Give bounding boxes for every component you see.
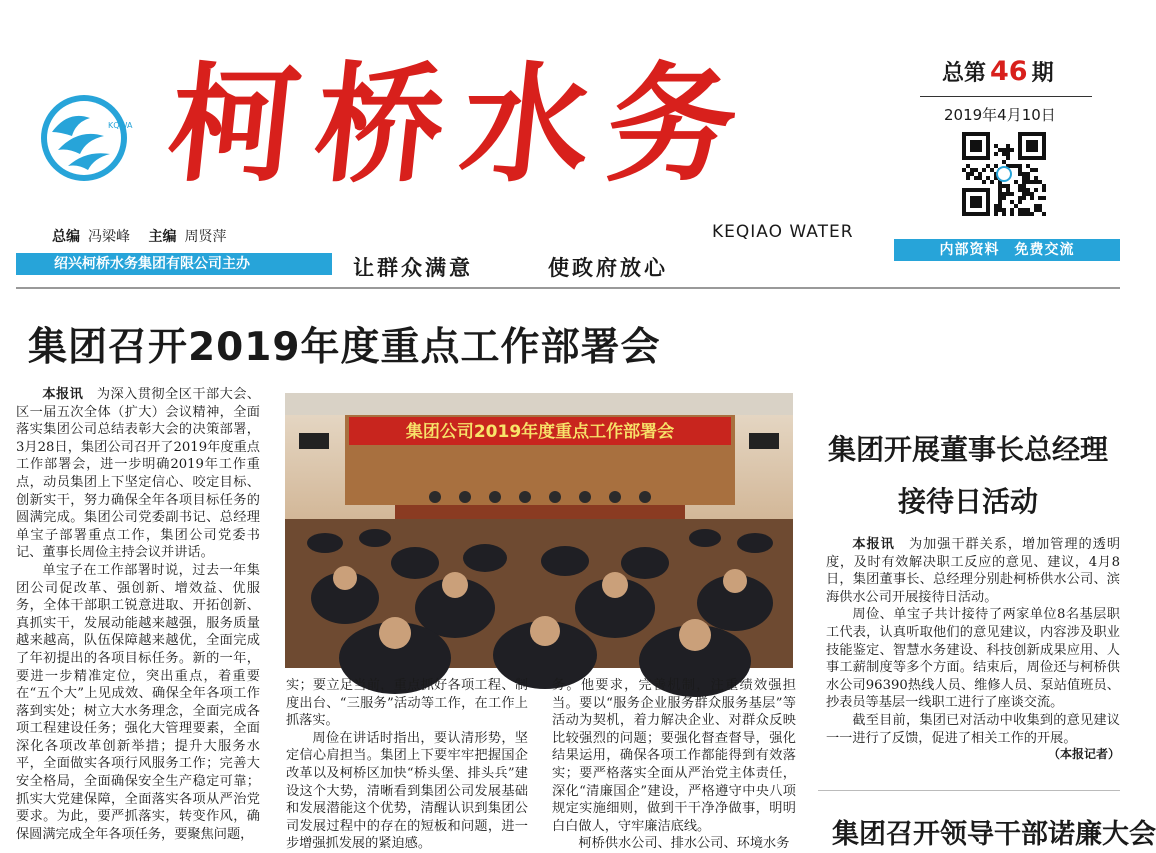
side-headline-line-2: 接待日活动 xyxy=(897,485,1038,518)
side-divider xyxy=(818,790,1120,791)
logo xyxy=(38,92,133,184)
main-article-column-2 xyxy=(286,677,528,852)
main-article-column-1 xyxy=(16,386,260,843)
main-headline: 集团召开2019年度重点工作部署会 xyxy=(28,325,661,370)
issue-prefix: 总第 xyxy=(942,61,987,86)
chief-editor-label: 主编 xyxy=(148,229,177,245)
side-headline-line-1: 集团开展董事长总经理 xyxy=(827,433,1108,466)
masthead-divider xyxy=(16,287,1120,289)
slogan-1: 让群众满意 xyxy=(353,256,473,280)
photo-banner-text: 集团公司2019年度重点工作部署会 xyxy=(405,422,675,442)
internal-note-banner: 内部资料 免费交流 xyxy=(894,239,1120,261)
main-col3-para-1: 务。他要求，完善机制，注重绩效强担当。要以“服务企业服务群众服务基层”等活动为契机，着力解决企业、对群众反映比较强烈的问题；要强化督查督导，强化结果运用，确保各项工作都能得到有效落实；要严格落实全面从严治党主体责任，深化“清廉国企”建设，严格遵守中央八项规定实施细则，做到干干净净做事，明明白白做人，守牢廉洁底线。 xyxy=(552,678,796,834)
side-para-2: 周俭、单宝子共计接待了两家单位8名基层职工代表，认真听取他们的意见建议，内容涉及职业技能鉴定、智慧水务建设、科技创新成果应用、人事工薪制度等多个方面。结束后，周俭还与柯桥供水公司96390热线人员、维修人员、泵站值班员、抄表员等基层一线职工进行了座谈交流。 xyxy=(826,607,1120,711)
side-byline: 本报讯 xyxy=(852,537,895,552)
qr-code xyxy=(962,132,1046,216)
main-article-column-3 xyxy=(552,677,796,852)
issue-divider xyxy=(920,96,1092,97)
slogan-2: 使政府放心 xyxy=(548,256,668,280)
issue-suffix: 期 xyxy=(1031,61,1054,86)
side-headline xyxy=(818,424,1118,528)
side-reporter: （本报记者） xyxy=(1047,747,1120,761)
main-col2-para-2: 周俭在讲话时指出，要认清形势，坚定信心肩担当。集团上下要牢牢把握国企改革以及柯桥区加快“桥头堡、排头兵”建设这个大势，清晰看到集团公司发展基础和发展潜能这个优势，清醒认识到集团公司发展过程中的存在的短板和问题，进一步增强抓发展的紧迫感。 xyxy=(286,730,528,852)
next-article-headline: 集团召开领导干部诺廉大会 xyxy=(832,819,1156,850)
meeting-photo xyxy=(285,393,793,668)
main-col1-para-1: 为深入贯彻全区干部大会、区一届五次全体（扩大）会议精神，全面落实集团公司总结表彰大会的决策部署，3月28日，集团公司召开了2019年度重点工作部署会，进一步明确2019年工作重点，动员集团上下坚定信心、咬定目标、创新实干，努力确保全年各项目标任务的圆满完成。集团公司党委副书记、总经理单宝子部署重点工作，集团公司党委书记、董事长周俭主持会议并讲话。 xyxy=(16,387,261,561)
side-para-1: 为加强干群关系，增加管理的透明度，及时有效解决职工反应的意见、建议，4月8日，集团董事长、总经理分别赴柯桥供水公司、滨海供水公司开展接待日活动。 xyxy=(826,537,1121,605)
main-col1-para-2: 单宝子在工作部署时说，过去一年集团公司促改革、强创新、增效益、优服务，全体干部职工锐意进取、开拓创新、真抓实干，发展动能越来越强，服务质量越来越高，队伍保障越来越优，全面完成了年初提出的各项目标任务。新的一年，要进一步精准定位，突出重点，着重要在“五个大”上见成效、确保全年各项工作落到实处；树立大水务理念，全面完成各项工程建设任务；强化大管理要素，全面深化各项改革创新举措；提升大服务水平，全面做实各项行风服务工作；完善大安全格局，全面确保安全生产稳定可靠；抓实大党建保障，全面落实各项从严治党要求。为此，要严抓落实，转变作风，确保圆满完成全年各项任务，要聚焦问题， xyxy=(16,562,260,842)
publisher-banner: 绍兴柯桥水务集团有限公司主办 xyxy=(16,253,332,275)
chief-editor: 周贤萍 xyxy=(184,229,227,245)
main-col3-para-2: 柯桥供水公司、排水公司、环境水务 xyxy=(578,836,790,852)
main-col2-para-1: 实；要立足当前，重点抓好各项工程、制度出台、“三服务”活动等工作，在工作上抓落实。 xyxy=(286,678,528,729)
main-byline: 本报讯 xyxy=(42,387,84,402)
issue-number xyxy=(942,56,1054,87)
issue-value: 46 xyxy=(990,56,1028,87)
editor-in-chief-label: 总编 xyxy=(52,229,80,245)
side-article-body xyxy=(826,536,1120,766)
editors-line xyxy=(52,226,240,246)
masthead-title: 柯桥水务 xyxy=(162,50,762,200)
issue-date: 2019年4月10日 xyxy=(944,106,1056,124)
side-para-3: 截至目前，集团已对活动中收集到的意见建议一一进行了反馈，促进了相关工作的开展。 xyxy=(826,712,1120,746)
editor-in-chief: 冯梁峰 xyxy=(88,229,130,245)
logo-text: KQWA xyxy=(108,121,133,130)
english-name: KEQIAO WATER xyxy=(712,222,854,242)
